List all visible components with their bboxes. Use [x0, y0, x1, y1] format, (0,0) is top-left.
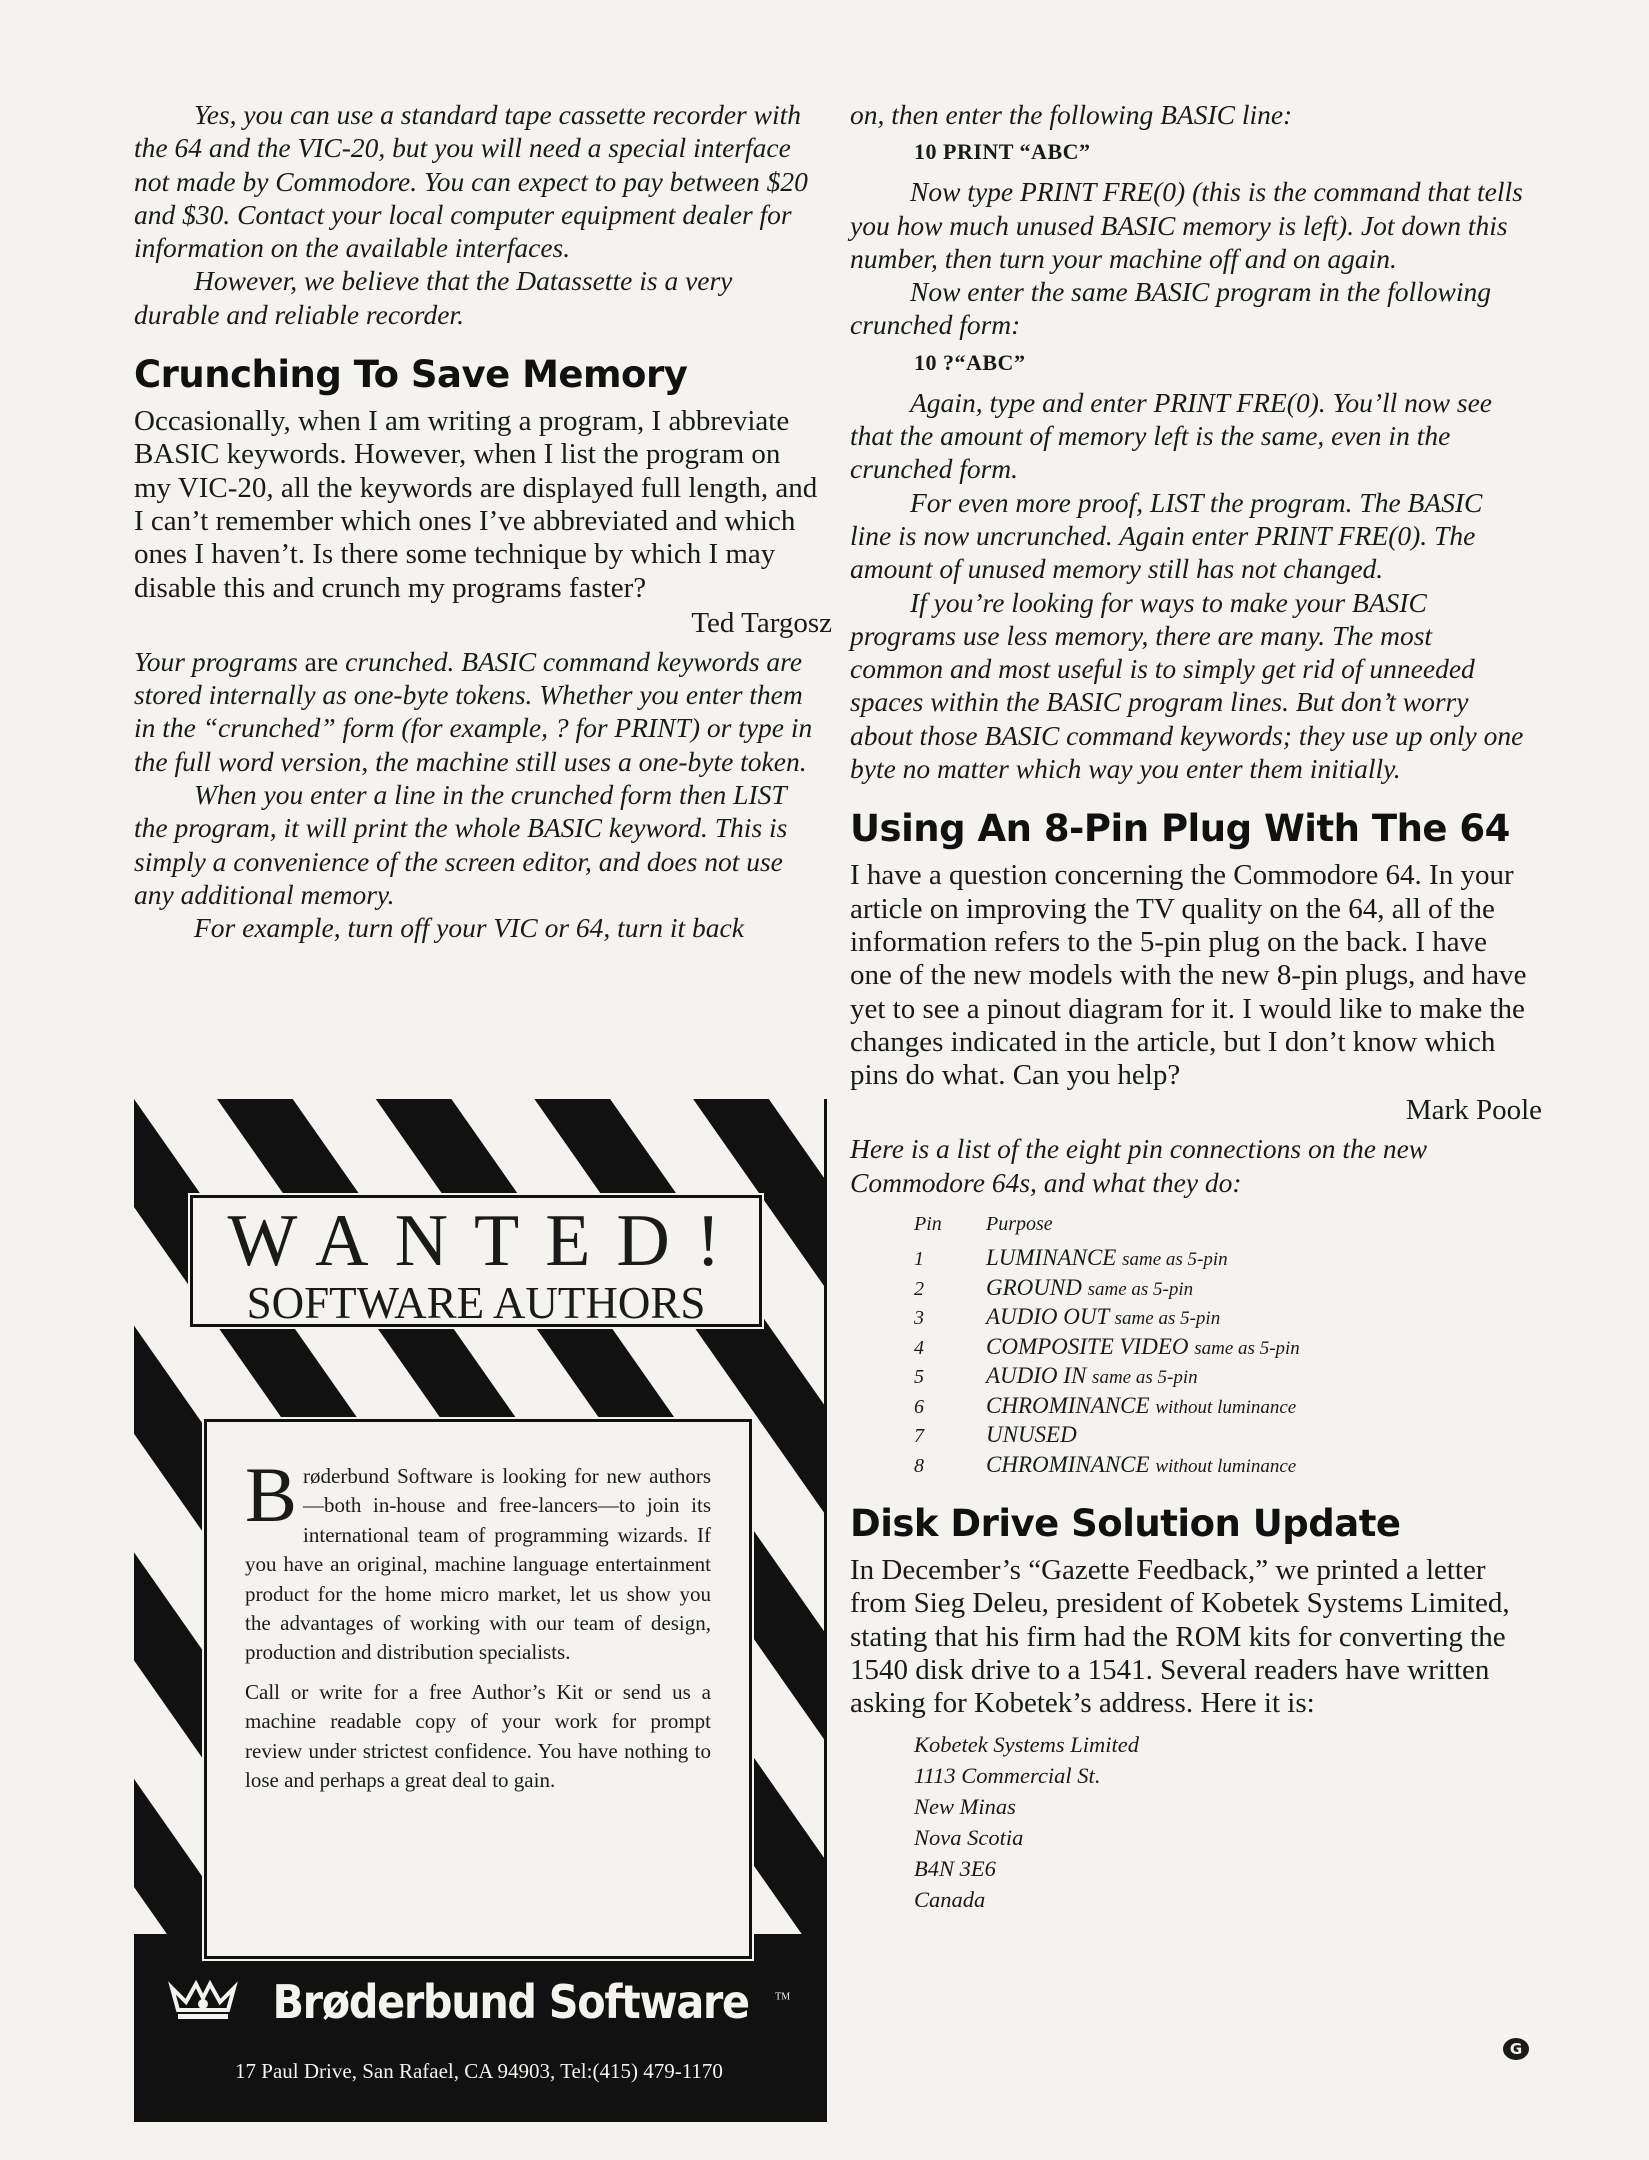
address-line: Canada: [914, 1886, 986, 1912]
pin-purpose: LUMINANCE: [986, 1245, 1117, 1271]
pin-table: [914, 1213, 1530, 1480]
pin-number: 6: [914, 1395, 924, 1418]
crunching-signature: Ted Targosz: [691, 606, 832, 639]
software-authors-title: SOFTWARE AUTHORS: [246, 1278, 706, 1328]
pin-column-header: Pin: [914, 1213, 942, 1236]
pin-table-row: [914, 1362, 1530, 1392]
fre-paragraph: Now type PRINT FRE(0) (this is the command that tells you how much unused BASIC memory is left). Jot down this number, then turn your machine off and on again.: [850, 176, 1523, 274]
pin-number: 3: [914, 1307, 924, 1330]
trademark-mark: TM: [775, 1991, 791, 2003]
broderbund-crown-icon: [168, 1978, 238, 2027]
pin-number: 5: [914, 1366, 924, 1389]
answer-lead-text: Your programs: [134, 645, 298, 677]
pin-table-row: [914, 1451, 1530, 1481]
pin-number: 7: [914, 1425, 924, 1448]
pin-number: 1: [914, 1248, 924, 1271]
pin-purpose: AUDIO IN: [986, 1363, 1087, 1389]
pin-plug-answer: Here is a list of the eight pin connections on the new Commodore 64s, and what they do:: [850, 1133, 1428, 1198]
drop-cap: B: [245, 1451, 298, 1538]
datassette-paragraph: However, we believe that the Datassette is a very durable and reliable recorder.: [134, 265, 733, 330]
pin-note: same as 5-pin: [1194, 1337, 1300, 1359]
crunching-answer-3: For example, turn off your VIC or 64, turn it back: [194, 912, 744, 944]
pin-purpose: UNUSED: [986, 1422, 1077, 1448]
crunching-heading: Crunching To Save Memory: [134, 353, 688, 397]
logo-wordmark: Brøderbund Software: [272, 1975, 749, 2029]
proof-paragraph: For even more proof, LIST the program. The BASIC line is now uncrunched. Again enter PRINT FRE(0). The amount of unused memory still has not changed.: [850, 486, 1483, 585]
pin-note: without luminance: [1155, 1455, 1297, 1477]
disk-drive-heading: Disk Drive Solution Update: [850, 1502, 1401, 1546]
pin-table-row: [914, 1244, 1530, 1274]
wanted-banner: [190, 1195, 762, 1327]
ad-address: 17 Paul Drive, San Rafael, CA 94903, Tel:(415) 479-1170: [235, 2059, 723, 2083]
pin-purpose: AUDIO OUT: [986, 1304, 1109, 1330]
code-line-full: 10 PRINT “ABC”: [914, 139, 1091, 165]
pin-plug-heading: Using An 8-Pin Plug With The 64: [850, 807, 1510, 851]
pin-purpose: CHROMINANCE: [986, 1392, 1150, 1418]
kobetek-address: [914, 1729, 1530, 1915]
pin-table-rows: [914, 1244, 1530, 1480]
right-column: [850, 98, 1542, 1915]
pin-table-row: [914, 1333, 1530, 1363]
broderbund-advertisement: [134, 1099, 827, 2122]
pin-purpose: CHROMINANCE: [986, 1451, 1150, 1477]
answer-roman-word: are: [297, 645, 346, 677]
address-line: B4N 3E6: [914, 1855, 996, 1881]
wanted-title: WANTED!: [227, 1200, 747, 1282]
again-paragraph: Again, type and enter PRINT FRE(0). You’ll now see that the amount of memory left is the same, even in the crunched form.: [850, 386, 1493, 485]
ad-body-paragraph-1: [245, 1451, 711, 1668]
ad-body-box: [204, 1419, 752, 1959]
ad-body-paragraph-2: Call or write for a free Author’s Kit or send us a machine readable copy of your work for prompt review under strictest confidence. You have nothing to lose and perhaps a great deal to gain.: [245, 1679, 711, 1793]
pin-table-row: [914, 1421, 1530, 1451]
pin-note: same as 5-pin: [1122, 1249, 1228, 1271]
tips-paragraph: If you’re looking for ways to make your BASIC programs use less memory, there are many. The most common and most useful is to simply get rid of unneeded spaces within the BASIC program lines. But don’t worry about those BASIC command keywords; they use up only one byte no matter which way you enter them initially.: [850, 586, 1524, 785]
answer-body-text: crunched. BASIC command keywords are stored internally as one-byte tokens. Whether you enter them in the “crunched” form (for example, ? for PRINT) or type in the full word version, the machine still uses a one-byte token.: [134, 645, 813, 777]
tape-answer-paragraph: Yes, you can use a standard tape cassette recorder with the 64 and the VIC-20, but you will need a special interface not made by Commodore. You can expect to pay between $20 and $30. Contact your local computer equipment dealer for information on the available interfaces.: [134, 99, 808, 264]
crunching-letter: Occasionally, when I am writing a program, I abbreviate BASIC keywords. However, when I list the program on my VIC-20, all the keywords are displayed full length, and I can’t remember which ones I’ve abbreviated and which ones I haven’t. Is there some technique by which I may disable this and crunch my programs faster?: [134, 405, 818, 604]
code-line-crunched: 10 ?“ABC”: [914, 349, 1026, 375]
ad-body-text-1: røderbund Software is looking for new authors—both in-house and free-lancers—to join its international team of programming wizards. If you have an original, machine language entertainment product for the home micro market, let us show you the advantages of working with our team of design, production and distribution specialists.: [245, 1464, 711, 1665]
left-column: [134, 98, 832, 945]
address-line: Kobetek Systems Limited: [914, 1731, 1139, 1757]
pin-plug-signature: Mark Poole: [1405, 1094, 1542, 1127]
pin-table-row: [914, 1274, 1530, 1304]
address-line: 1113 Commercial St.: [914, 1762, 1101, 1788]
pin-note: without luminance: [1155, 1396, 1297, 1418]
address-line: Nova Scotia: [914, 1824, 1024, 1850]
broderbund-logo: [134, 1975, 824, 2029]
pin-number: 4: [914, 1336, 924, 1359]
pin-number: 8: [914, 1454, 924, 1477]
pin-table-header: [914, 1213, 1530, 1236]
purpose-column-header: Purpose: [986, 1213, 1053, 1236]
pin-table-row: [914, 1303, 1530, 1333]
disk-drive-paragraph: In December’s “Gazette Feedback,” we printed a letter from Sieg Deleu, president of Kobetek Systems Limited, stating that his firm had the ROM kits for converting the 1540 disk drive to a 1541. Several readers have written asking for Kobetek’s address. Here it is:: [850, 1554, 1510, 1720]
pin-table-row: [914, 1392, 1530, 1422]
crunching-answer-2: When you enter a line in the crunched form then LIST the program, it will print the whole BASIC keyword. This is simply a convenience of the screen editor, and does not use any additional memory.: [134, 779, 788, 910]
pin-number: 2: [914, 1277, 924, 1300]
pin-purpose: COMPOSITE VIDEO: [986, 1333, 1189, 1359]
crunched-form-paragraph: Now enter the same BASIC program in the following crunched form:: [850, 276, 1492, 341]
pin-note: same as 5-pin: [1114, 1308, 1221, 1330]
continued-paragraph: on, then enter the following BASIC line:: [850, 99, 1293, 130]
pin-purpose: GROUND: [986, 1274, 1082, 1300]
pin-note: same as 5-pin: [1092, 1367, 1198, 1389]
crunching-answer-1: [134, 645, 820, 778]
address-line: New Minas: [914, 1793, 1016, 1819]
pin-plug-letter: I have a question concerning the Commodore 64. In your article on improving the TV quality on the 64, all of the information refers to the 5-pin plug on the back. I have one of the new models with the new 8-pin plugs, and have yet to see a pinout diagram for it. I would like to make the changes indicated in the article, but I don’t know which pins do what. Can you help?: [850, 859, 1527, 1092]
end-of-article-mark: G: [1503, 2038, 1529, 2060]
pin-note: same as 5-pin: [1087, 1278, 1194, 1300]
